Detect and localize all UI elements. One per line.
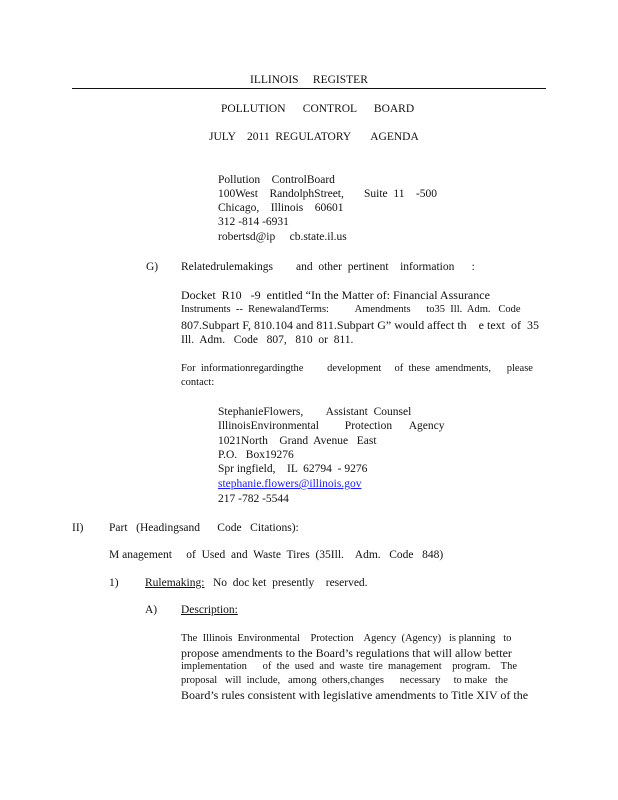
docket-line: Docket R10 -9 entitled “In the Matter of: Financial Assurance [181,288,490,302]
section-ii-label: II) [72,522,84,534]
address-line: Chicago, Illinois 60601 [218,202,344,214]
address-line: 312 -814 -6931 [218,216,289,228]
info-line: For informationregardingthe development of these amendments, please [181,363,533,374]
contact-email-link[interactable]: stephanie.flowers@illinois.gov [218,478,362,490]
contact-line: P.O. Box19276 [218,449,294,461]
board-title: POLLUTION CONTROL BOARD [221,103,415,115]
address-line: robertsd@ip cb.state.il.us [218,231,347,243]
contact-line: 1021North Grand Avenue East [218,435,377,447]
address-line: Pollution ControlBoard [218,174,335,186]
header-rule [72,88,546,89]
contact-phone: 217 -782 -5544 [218,493,289,505]
rulemaking-label: Rulemaking: [145,577,205,589]
rulemaking-text: No doc ket presently reserved. [213,577,368,589]
agenda-title: JULY 2011 REGULATORY AGENDA [209,131,419,143]
info-line: contact: [181,377,215,388]
address-line: 100West RandolphStreet, Suite 11 -500 [218,188,438,200]
docket-line: Ill. Adm. Code 807, 810 or 811. [181,334,354,346]
item-a-label: A) [145,604,158,616]
section-g-title: Relatedrulemakings and other pertinent information : [181,261,475,273]
item-1-label: 1) [109,577,119,589]
section-ii-heading: M anagement of Used and Waste Tires (35Ill. Adm. Code 848) [109,549,444,561]
docket-line: Instruments -- RenewalandTerms: Amendments to35 Ill. Adm. Code [181,304,521,315]
contact-line: IllinoisEnvironmental Protection Agency [218,420,445,432]
description-line: The Illinois Environmental Protection Agency (Agency) is planning to [181,633,512,644]
description-line: proposal will include, among others,changes necessary to make the [181,675,508,686]
description-line: Board’s rules consistent with legislative amendments to Title XIV of the [181,688,529,702]
contact-line: Spr ingfield, IL 62794 - 9276 [218,463,368,475]
description-line: propose amendments to the Board’s regulations that will allow better [181,646,512,660]
section-ii-title: Part (Headingsand Code Citations): [109,522,299,534]
register-title: ILLINOIS REGISTER [250,74,368,86]
description-label: Description: [181,604,238,616]
description-line: implementation of the used and waste tire management program. The [181,661,518,672]
docket-line: 807.Subpart F, 810.104 and 811.Subpart G” would affect th e text of 35 [181,318,539,332]
contact-line: StephanieFlowers, Assistant Counsel [218,406,412,418]
section-g-label: G) [146,261,159,273]
